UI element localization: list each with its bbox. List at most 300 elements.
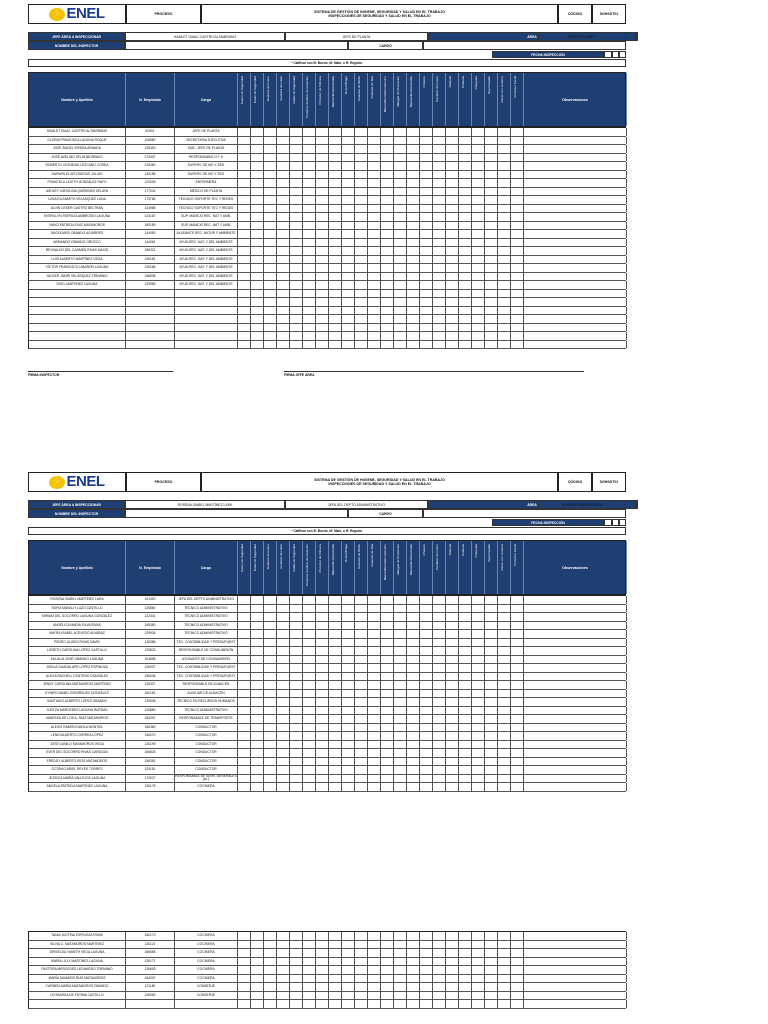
rating-cell[interactable] <box>459 958 472 966</box>
rating-cell[interactable] <box>329 222 342 230</box>
rating-cell[interactable] <box>381 941 394 949</box>
rating-cell[interactable] <box>355 758 368 766</box>
rating-cell[interactable] <box>264 647 277 655</box>
rating-cell[interactable] <box>355 949 368 957</box>
rating-cell[interactable] <box>329 179 342 187</box>
rating-cell[interactable] <box>446 128 459 136</box>
rating-cell[interactable] <box>394 707 407 715</box>
rating-cell[interactable] <box>303 613 316 621</box>
rating-cell[interactable] <box>303 298 316 306</box>
rating-cell[interactable] <box>394 664 407 672</box>
rating-cell[interactable] <box>459 983 472 991</box>
rating-cell[interactable] <box>485 324 498 332</box>
rating-cell[interactable] <box>498 213 511 221</box>
rating-cell[interactable] <box>511 958 524 966</box>
rating-cell[interactable] <box>485 732 498 740</box>
rating-cell[interactable] <box>251 264 264 272</box>
rating-cell[interactable] <box>407 154 420 162</box>
rating-cell[interactable] <box>251 273 264 281</box>
rating-cell[interactable] <box>329 145 342 153</box>
rating-cell[interactable] <box>485 664 498 672</box>
rating-cell[interactable] <box>420 179 433 187</box>
rating-cell[interactable] <box>446 605 459 613</box>
rating-cell[interactable] <box>381 949 394 957</box>
observations-cell[interactable] <box>524 715 627 723</box>
rating-cell[interactable] <box>316 639 329 647</box>
rating-cell[interactable] <box>485 630 498 638</box>
rating-cell[interactable] <box>264 298 277 306</box>
rating-cell[interactable] <box>394 992 407 1000</box>
rating-cell[interactable] <box>303 983 316 991</box>
rating-cell[interactable] <box>498 758 511 766</box>
rating-cell[interactable] <box>342 707 355 715</box>
rating-cell[interactable] <box>355 341 368 349</box>
rating-cell[interactable] <box>368 656 381 664</box>
rating-cell[interactable] <box>498 664 511 672</box>
rating-cell[interactable] <box>251 673 264 681</box>
rating-cell[interactable] <box>303 222 316 230</box>
rating-cell[interactable] <box>277 222 290 230</box>
rating-cell[interactable] <box>290 307 303 315</box>
rating-cell[interactable] <box>498 605 511 613</box>
rating-cell[interactable] <box>446 732 459 740</box>
rating-cell[interactable] <box>290 324 303 332</box>
rating-cell[interactable] <box>485 622 498 630</box>
rating-cell[interactable] <box>290 196 303 204</box>
rating-cell[interactable] <box>342 315 355 323</box>
rating-cell[interactable] <box>251 605 264 613</box>
rating-cell[interactable] <box>290 783 303 791</box>
rating-cell[interactable] <box>277 681 290 689</box>
rating-cell[interactable] <box>381 154 394 162</box>
rating-cell[interactable] <box>303 154 316 162</box>
rating-cell[interactable] <box>290 145 303 153</box>
rating-cell[interactable] <box>511 741 524 749</box>
rating-cell[interactable] <box>459 605 472 613</box>
rating-cell[interactable] <box>407 222 420 230</box>
rating-cell[interactable] <box>381 656 394 664</box>
rating-cell[interactable] <box>290 205 303 213</box>
rating-cell[interactable] <box>485 749 498 757</box>
rating-cell[interactable] <box>355 622 368 630</box>
rating-cell[interactable] <box>264 630 277 638</box>
rating-cell[interactable] <box>329 307 342 315</box>
inspector-cargo-field[interactable] <box>423 41 626 50</box>
rating-cell[interactable] <box>303 698 316 706</box>
rating-cell[interactable] <box>342 324 355 332</box>
rating-cell[interactable] <box>459 941 472 949</box>
rating-cell[interactable] <box>329 605 342 613</box>
rating-cell[interactable] <box>316 145 329 153</box>
rating-cell[interactable] <box>498 707 511 715</box>
rating-cell[interactable] <box>511 281 524 289</box>
rating-cell[interactable] <box>433 783 446 791</box>
rating-cell[interactable] <box>355 630 368 638</box>
rating-cell[interactable] <box>446 281 459 289</box>
rating-cell[interactable] <box>277 975 290 983</box>
rating-cell[interactable] <box>420 766 433 774</box>
rating-cell[interactable] <box>277 656 290 664</box>
rating-cell[interactable] <box>433 256 446 264</box>
rating-cell[interactable] <box>342 741 355 749</box>
rating-cell[interactable] <box>472 256 485 264</box>
rating-cell[interactable] <box>381 966 394 974</box>
rating-cell[interactable] <box>251 239 264 247</box>
rating-cell[interactable] <box>498 949 511 957</box>
rating-cell[interactable] <box>277 213 290 221</box>
rating-cell[interactable] <box>433 958 446 966</box>
rating-cell[interactable] <box>485 681 498 689</box>
rating-cell[interactable] <box>316 1000 329 1008</box>
rating-cell[interactable] <box>316 681 329 689</box>
rating-cell[interactable] <box>342 171 355 179</box>
rating-cell[interactable] <box>498 341 511 349</box>
rating-cell[interactable] <box>316 213 329 221</box>
rating-cell[interactable] <box>511 128 524 136</box>
rating-cell[interactable] <box>355 707 368 715</box>
rating-cell[interactable] <box>290 698 303 706</box>
rating-cell[interactable] <box>329 128 342 136</box>
rating-cell[interactable] <box>472 128 485 136</box>
rating-cell[interactable] <box>316 656 329 664</box>
rating-cell[interactable] <box>316 230 329 238</box>
rating-cell[interactable] <box>303 949 316 957</box>
rating-cell[interactable] <box>446 222 459 230</box>
rating-cell[interactable] <box>511 188 524 196</box>
rating-cell[interactable] <box>316 162 329 170</box>
rating-cell[interactable] <box>368 992 381 1000</box>
rating-cell[interactable] <box>485 758 498 766</box>
rating-cell[interactable] <box>446 673 459 681</box>
rating-cell[interactable] <box>498 613 511 621</box>
rating-cell[interactable] <box>511 298 524 306</box>
rating-cell[interactable] <box>511 196 524 204</box>
rating-cell[interactable] <box>303 656 316 664</box>
rating-cell[interactable] <box>407 264 420 272</box>
rating-cell[interactable] <box>485 145 498 153</box>
rating-cell[interactable] <box>238 188 251 196</box>
rating-cell[interactable] <box>355 941 368 949</box>
rating-cell[interactable] <box>264 932 277 940</box>
rating-cell[interactable] <box>420 664 433 672</box>
rating-cell[interactable] <box>264 171 277 179</box>
rating-cell[interactable] <box>355 749 368 757</box>
rating-cell[interactable] <box>290 766 303 774</box>
rating-cell[interactable] <box>277 698 290 706</box>
rating-cell[interactable] <box>290 749 303 757</box>
rating-cell[interactable] <box>368 681 381 689</box>
rating-cell[interactable] <box>238 741 251 749</box>
rating-cell[interactable] <box>485 128 498 136</box>
rating-cell[interactable] <box>420 596 433 604</box>
rating-cell[interactable] <box>407 256 420 264</box>
rating-cell[interactable] <box>277 966 290 974</box>
rating-cell[interactable] <box>498 622 511 630</box>
rating-cell[interactable] <box>472 247 485 255</box>
rating-cell[interactable] <box>381 983 394 991</box>
rating-cell[interactable] <box>251 630 264 638</box>
observations-cell[interactable] <box>524 647 627 655</box>
rating-cell[interactable] <box>381 958 394 966</box>
rating-cell[interactable] <box>446 639 459 647</box>
rating-cell[interactable] <box>485 162 498 170</box>
rating-cell[interactable] <box>303 290 316 298</box>
rating-cell[interactable] <box>290 137 303 145</box>
rating-cell[interactable] <box>316 673 329 681</box>
rating-cell[interactable] <box>433 992 446 1000</box>
rating-cell[interactable] <box>511 949 524 957</box>
rating-cell[interactable] <box>459 639 472 647</box>
rating-cell[interactable] <box>446 298 459 306</box>
rating-cell[interactable] <box>251 775 264 783</box>
rating-cell[interactable] <box>381 681 394 689</box>
rating-cell[interactable] <box>290 992 303 1000</box>
observations-cell[interactable] <box>524 171 627 179</box>
rating-cell[interactable] <box>472 992 485 1000</box>
rating-cell[interactable] <box>329 664 342 672</box>
rating-cell[interactable] <box>472 332 485 340</box>
rating-cell[interactable] <box>355 613 368 621</box>
rating-cell[interactable] <box>264 673 277 681</box>
rating-cell[interactable] <box>290 732 303 740</box>
rating-cell[interactable] <box>355 137 368 145</box>
rating-cell[interactable] <box>511 205 524 213</box>
rating-cell[interactable] <box>472 213 485 221</box>
rating-cell[interactable] <box>498 681 511 689</box>
rating-cell[interactable] <box>329 715 342 723</box>
rating-cell[interactable] <box>511 622 524 630</box>
rating-cell[interactable] <box>407 664 420 672</box>
rating-cell[interactable] <box>498 783 511 791</box>
observations-cell[interactable] <box>524 222 627 230</box>
rating-cell[interactable] <box>498 171 511 179</box>
rating-cell[interactable] <box>277 179 290 187</box>
rating-cell[interactable] <box>251 622 264 630</box>
rating-cell[interactable] <box>355 932 368 940</box>
rating-cell[interactable] <box>381 307 394 315</box>
rating-cell[interactable] <box>368 230 381 238</box>
rating-cell[interactable] <box>303 128 316 136</box>
rating-cell[interactable] <box>498 154 511 162</box>
rating-cell[interactable] <box>316 992 329 1000</box>
rating-cell[interactable] <box>485 205 498 213</box>
rating-cell[interactable] <box>368 664 381 672</box>
rating-cell[interactable] <box>472 222 485 230</box>
jefe-cargo-value[interactable]: JEFA DEL DEPTO ADMINISTRATIVO <box>285 500 428 509</box>
rating-cell[interactable] <box>459 741 472 749</box>
rating-cell[interactable] <box>355 596 368 604</box>
rating-cell[interactable] <box>303 230 316 238</box>
rating-cell[interactable] <box>342 724 355 732</box>
rating-cell[interactable] <box>511 681 524 689</box>
rating-cell[interactable] <box>290 222 303 230</box>
rating-cell[interactable] <box>407 332 420 340</box>
rating-cell[interactable] <box>407 341 420 349</box>
rating-cell[interactable] <box>329 162 342 170</box>
rating-cell[interactable] <box>459 992 472 1000</box>
rating-cell[interactable] <box>446 137 459 145</box>
rating-cell[interactable] <box>251 724 264 732</box>
rating-cell[interactable] <box>303 715 316 723</box>
rating-cell[interactable] <box>264 656 277 664</box>
rating-cell[interactable] <box>342 992 355 1000</box>
rating-cell[interactable] <box>407 196 420 204</box>
rating-cell[interactable] <box>251 332 264 340</box>
rating-cell[interactable] <box>277 273 290 281</box>
jefe-area-value[interactable]: ROSENA ISABEL MARTÍNEZ LARA <box>125 500 285 509</box>
rating-cell[interactable] <box>472 783 485 791</box>
rating-cell[interactable] <box>485 949 498 957</box>
observations-cell[interactable] <box>524 664 627 672</box>
rating-cell[interactable] <box>251 698 264 706</box>
rating-cell[interactable] <box>433 690 446 698</box>
rating-cell[interactable] <box>459 341 472 349</box>
rating-cell[interactable] <box>381 932 394 940</box>
rating-cell[interactable] <box>238 213 251 221</box>
rating-cell[interactable] <box>277 281 290 289</box>
rating-cell[interactable] <box>420 1000 433 1008</box>
rating-cell[interactable] <box>407 605 420 613</box>
rating-cell[interactable] <box>381 1000 394 1008</box>
rating-cell[interactable] <box>433 707 446 715</box>
observations-cell[interactable] <box>524 128 627 136</box>
rating-cell[interactable] <box>472 698 485 706</box>
rating-cell[interactable] <box>264 605 277 613</box>
rating-cell[interactable] <box>329 966 342 974</box>
rating-cell[interactable] <box>381 715 394 723</box>
rating-cell[interactable] <box>355 290 368 298</box>
rating-cell[interactable] <box>485 639 498 647</box>
rating-cell[interactable] <box>251 128 264 136</box>
rating-cell[interactable] <box>238 949 251 957</box>
rating-cell[interactable] <box>368 775 381 783</box>
rating-cell[interactable] <box>407 179 420 187</box>
rating-cell[interactable] <box>485 932 498 940</box>
rating-cell[interactable] <box>472 290 485 298</box>
rating-cell[interactable] <box>485 707 498 715</box>
rating-cell[interactable] <box>290 622 303 630</box>
rating-cell[interactable] <box>303 647 316 655</box>
rating-cell[interactable] <box>290 949 303 957</box>
rating-cell[interactable] <box>342 664 355 672</box>
rating-cell[interactable] <box>238 205 251 213</box>
rating-cell[interactable] <box>264 145 277 153</box>
rating-cell[interactable] <box>407 171 420 179</box>
rating-cell[interactable] <box>381 222 394 230</box>
rating-cell[interactable] <box>394 256 407 264</box>
rating-cell[interactable] <box>277 958 290 966</box>
observations-cell[interactable] <box>524 707 627 715</box>
observations-cell[interactable] <box>524 230 627 238</box>
rating-cell[interactable] <box>251 741 264 749</box>
rating-cell[interactable] <box>303 596 316 604</box>
rating-cell[interactable] <box>407 741 420 749</box>
rating-cell[interactable] <box>368 171 381 179</box>
rating-cell[interactable] <box>446 775 459 783</box>
rating-cell[interactable] <box>368 622 381 630</box>
rating-cell[interactable] <box>472 273 485 281</box>
observations-cell[interactable] <box>524 264 627 272</box>
rating-cell[interactable] <box>446 941 459 949</box>
rating-cell[interactable] <box>342 273 355 281</box>
rating-cell[interactable] <box>342 622 355 630</box>
rating-cell[interactable] <box>355 1000 368 1008</box>
rating-cell[interactable] <box>316 966 329 974</box>
rating-cell[interactable] <box>316 605 329 613</box>
rating-cell[interactable] <box>303 630 316 638</box>
rating-cell[interactable] <box>394 273 407 281</box>
rating-cell[interactable] <box>433 145 446 153</box>
rating-cell[interactable] <box>472 230 485 238</box>
rating-cell[interactable] <box>498 647 511 655</box>
rating-cell[interactable] <box>316 264 329 272</box>
rating-cell[interactable] <box>290 188 303 196</box>
rating-cell[interactable] <box>394 613 407 621</box>
rating-cell[interactable] <box>355 775 368 783</box>
rating-cell[interactable] <box>264 230 277 238</box>
rating-cell[interactable] <box>238 983 251 991</box>
rating-cell[interactable] <box>407 732 420 740</box>
rating-cell[interactable] <box>264 983 277 991</box>
rating-cell[interactable] <box>485 264 498 272</box>
rating-cell[interactable] <box>251 205 264 213</box>
rating-cell[interactable] <box>290 273 303 281</box>
rating-cell[interactable] <box>342 222 355 230</box>
rating-cell[interactable] <box>394 315 407 323</box>
rating-cell[interactable] <box>485 596 498 604</box>
rating-cell[interactable] <box>511 162 524 170</box>
rating-cell[interactable] <box>433 264 446 272</box>
rating-cell[interactable] <box>459 707 472 715</box>
rating-cell[interactable] <box>381 639 394 647</box>
rating-cell[interactable] <box>446 698 459 706</box>
rating-cell[interactable] <box>394 732 407 740</box>
rating-cell[interactable] <box>329 958 342 966</box>
rating-cell[interactable] <box>433 639 446 647</box>
rating-cell[interactable] <box>251 681 264 689</box>
rating-cell[interactable] <box>394 332 407 340</box>
fecha-year[interactable] <box>619 51 626 58</box>
rating-cell[interactable] <box>290 639 303 647</box>
rating-cell[interactable] <box>381 647 394 655</box>
rating-cell[interactable] <box>446 741 459 749</box>
observations-cell[interactable] <box>524 605 627 613</box>
rating-cell[interactable] <box>342 605 355 613</box>
rating-cell[interactable] <box>368 332 381 340</box>
rating-cell[interactable] <box>459 715 472 723</box>
observations-cell[interactable] <box>524 724 627 732</box>
rating-cell[interactable] <box>381 145 394 153</box>
rating-cell[interactable] <box>368 281 381 289</box>
rating-cell[interactable] <box>329 647 342 655</box>
rating-cell[interactable] <box>329 239 342 247</box>
rating-cell[interactable] <box>264 1000 277 1008</box>
rating-cell[interactable] <box>420 673 433 681</box>
rating-cell[interactable] <box>420 273 433 281</box>
rating-cell[interactable] <box>433 162 446 170</box>
rating-cell[interactable] <box>342 949 355 957</box>
rating-cell[interactable] <box>368 758 381 766</box>
rating-cell[interactable] <box>238 596 251 604</box>
rating-cell[interactable] <box>303 690 316 698</box>
rating-cell[interactable] <box>264 949 277 957</box>
rating-cell[interactable] <box>472 205 485 213</box>
rating-cell[interactable] <box>394 983 407 991</box>
rating-cell[interactable] <box>342 213 355 221</box>
rating-cell[interactable] <box>277 230 290 238</box>
rating-cell[interactable] <box>511 222 524 230</box>
rating-cell[interactable] <box>368 264 381 272</box>
